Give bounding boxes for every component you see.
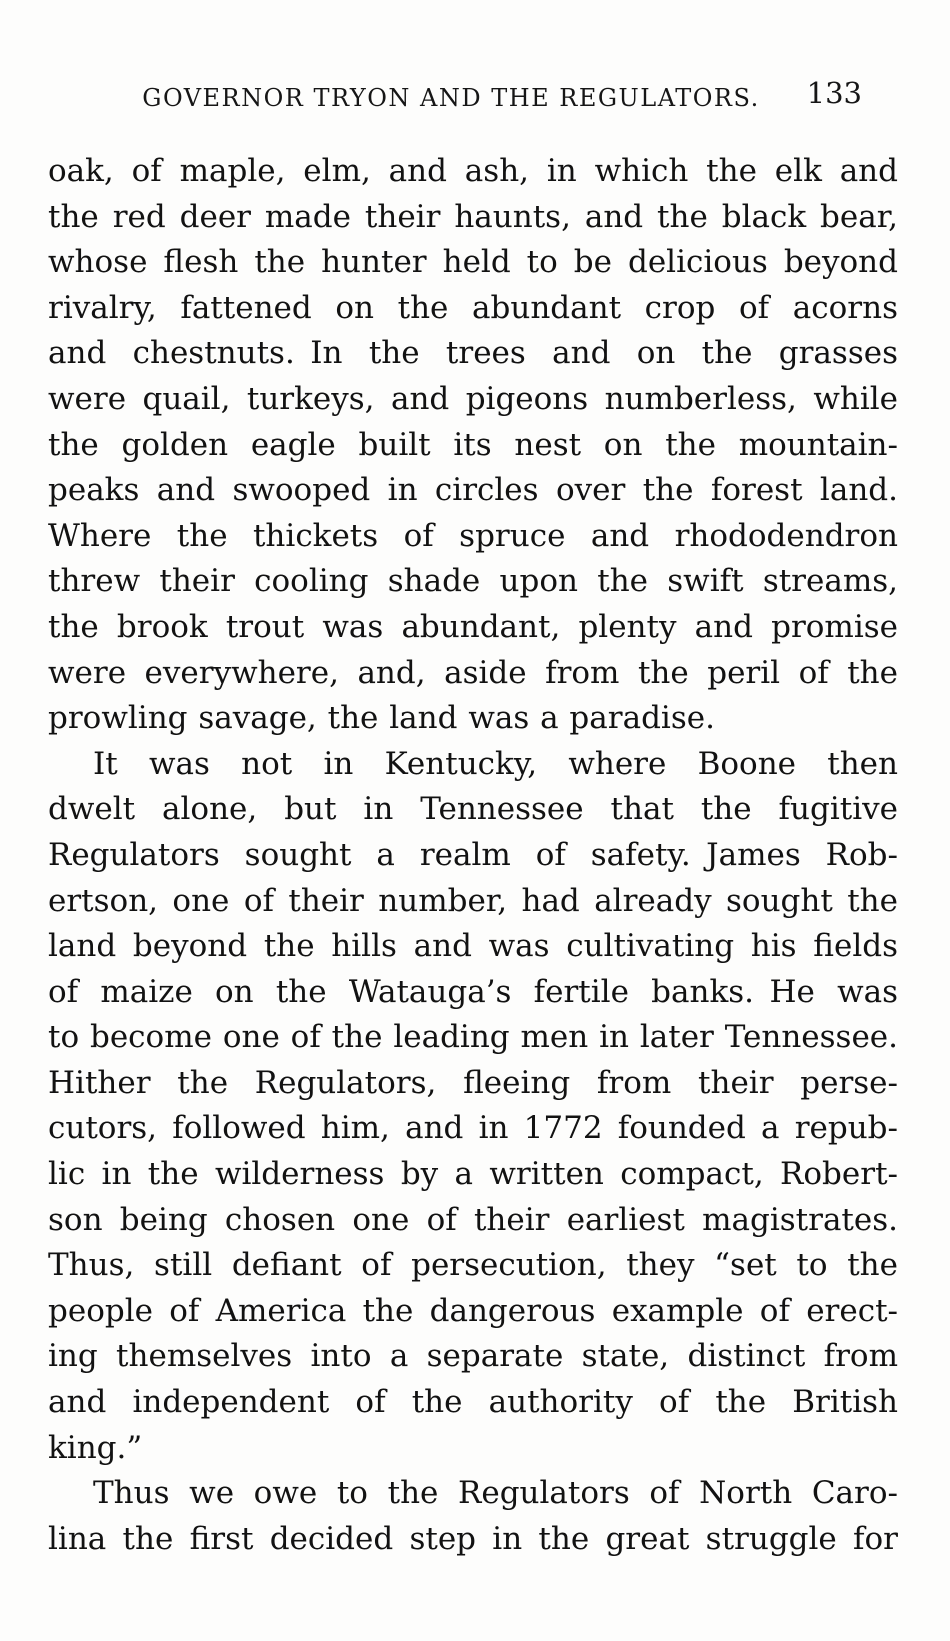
paragraph [48,1471,898,1562]
text-line: land beyond the hills and was cultivating his fields [48,928,898,965]
text-line: the golden eagle built its nest on the mountain- [48,426,898,463]
text-line: of maize on the Watauga’s fertile banks. He was [48,973,898,1010]
text-line: Regulators sought a realm of safety. James Rob- [48,836,898,873]
text-line: Thus we owe to the Regulators of North Caro- [93,1475,898,1512]
text-line: Hither the Regulators, fleeing from their perse- [48,1064,898,1101]
text-line: king.” [48,1429,143,1466]
text-line: whose flesh the hunter held to be delicious beyond [48,244,898,281]
text-line: It was not in Kentucky, where Boone then [93,745,898,782]
text-line: Thus, still defiant of persecution, they “set to the [48,1247,898,1284]
page-body [48,149,898,1562]
paragraph [48,149,898,742]
running-header-title: GOVERNOR TRYON AND THE REGULATORS. [142,84,760,112]
text-line: and independent of the authority of the British [48,1384,898,1421]
text-line: the brook trout was abundant, plenty and promise [48,608,898,645]
text-line: rivalry, fattened on the abundant crop of acorns [48,289,898,326]
text-line: and chestnuts. In the trees and on the grasses [48,335,898,372]
text-line: ertson, one of their number, had already sought the [48,882,898,919]
text-line: people of America the dangerous example of erect- [48,1292,898,1329]
text-line: were quail, turkeys, and pigeons numberless, while [48,380,898,417]
page-number: 133 [806,76,862,110]
text-line: Where the thickets of spruce and rhododendron [48,517,898,554]
text-line: threw their cooling shade upon the swift streams, [48,563,898,600]
text-line: were everywhere, and, aside from the peril of the [48,654,898,691]
text-line: lic in the wilderness by a written compact, Robert- [48,1156,898,1193]
paragraph [48,742,898,1472]
text-line: son being chosen one of their earliest magistrates. [48,1201,898,1238]
text-line: oak, of maple, elm, and ash, in which the elk and [48,153,898,189]
text-line: cutors, followed him, and in 1772 founded a repub- [48,1110,898,1147]
text-line: the red deer made their haunts, and the black bear, [48,198,898,235]
text-line: lina the first decided step in the great struggle for [48,1520,898,1557]
text-line: to become one of the leading men in later Tennessee. [48,1019,898,1056]
text-line: ing themselves into a separate state, distinct from [48,1338,898,1375]
text-line: peaks and swooped in circles over the forest land. [48,472,898,509]
text-line: prowling savage, the land was a paradise. [48,700,715,737]
page-header [48,84,898,116]
text-line: dwelt alone, but in Tennessee that the fugitive [48,791,898,828]
